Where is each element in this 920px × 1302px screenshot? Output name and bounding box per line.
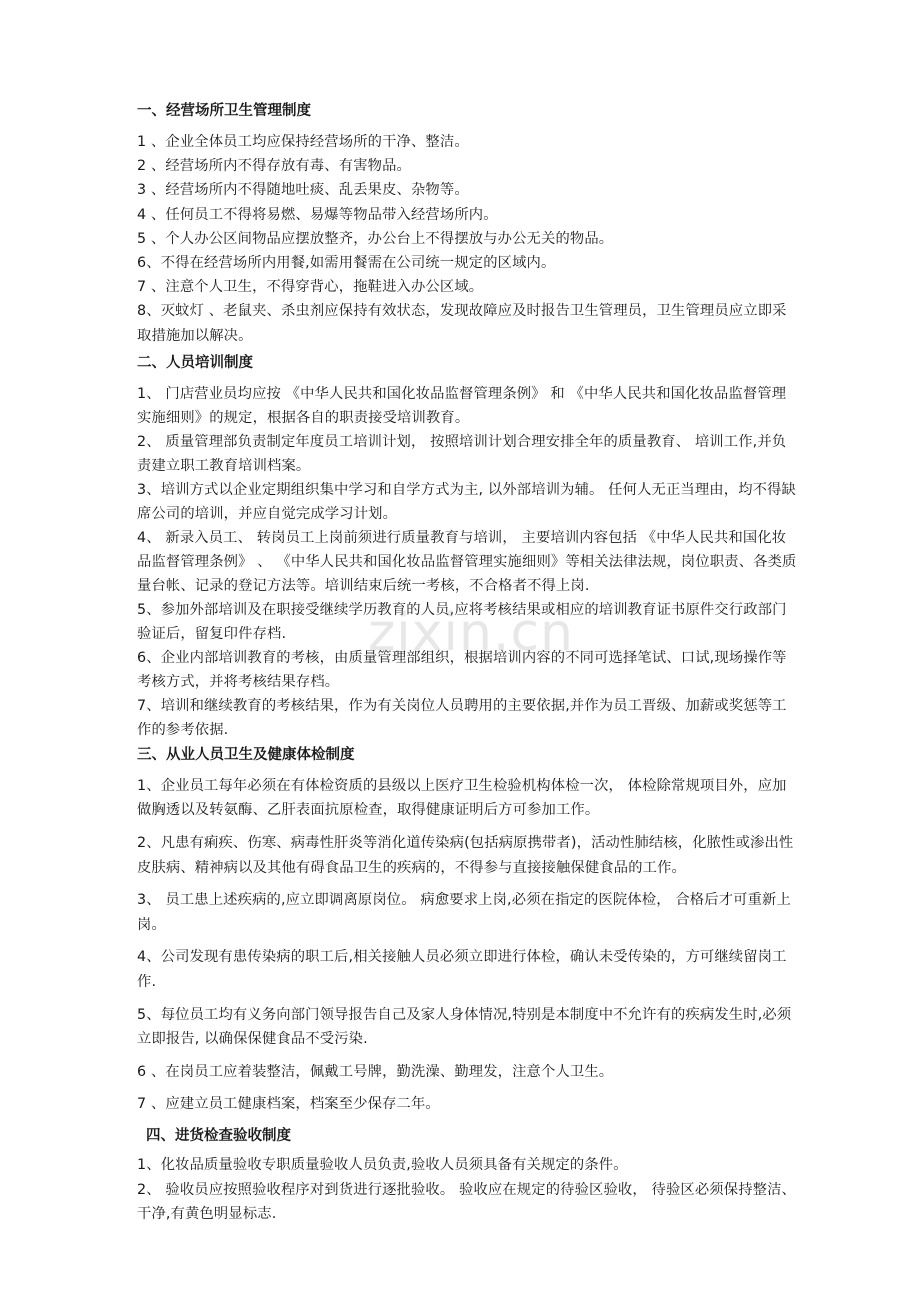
section-hygiene-management (137, 100, 797, 348)
section-heading: 三、从业人员卫生及健康体检制度 (137, 746, 355, 763)
list-item: 1、化妆品质量验收专职质量验收人员负责,验收人员须具备有关规定的条件。 (137, 1156, 628, 1173)
list-item: 2、 验收员应按照验收程序对到货进行逐批验收。 验收应在规定的待验区验收， 待验区必须保持整洁、干净,有黄色明显标志. (137, 1181, 796, 1223)
list-item: 4 、任何员工不得将易燃、易爆等物品带入经营场所内。 (137, 206, 498, 223)
list-item: 5 、个人办公区间物品应摆放整齐，办公台上不得摆放与办公无关的物品。 (137, 230, 614, 247)
list-item: 4、 新录入员工、 转岗员工上岗前须进行质量教育与培训， 主要培训内容包括 《中华人民共和国化妆品监督管理条例》 、 《中华人民共和国化妆品监督管理实施细则》等相关法律法规，岗位职责、各类质量台帐、记录的登记方法等。培训结束后统一考核，不合格者不得上岗. (137, 529, 797, 594)
list-item: 3、培训方式以企业定期组织集中学习和自学方式为主, 以外部培训为辅。 任何人无正当理由，均不得缺席公司的培训，并应自觉完成学习计划。 (137, 481, 796, 522)
section-heading: 二、人员培训制度 (137, 354, 253, 371)
watermark: zixin.cn (368, 603, 574, 663)
list-item: 1 、企业全体员工均应保持经营场所的干净、整洁。 (137, 134, 469, 150)
list-item: 7、培训和继续教育的考核结果，作为有关岗位人员聘用的主要依据,并作为员工晋级、加薪或奖惩等工作的参考依据. (137, 697, 787, 738)
list-item: 2 、经营场所内不得存放有毒、有害物品。 (137, 158, 411, 175)
section-staff-training (137, 352, 797, 742)
list-item: 1、企业员工每年必须在有体检资质的县级以上医疗卫生检验机构体检一次， 体检除常规项目外，应加做胸透以及转氨酶、乙肝表面抗原检查，取得健康证明后方可参加工作。 (137, 777, 787, 819)
list-item: 2、 质量管理部负责制定年度员工培训计划， 按照培训计划合理安排全年的质量教育、 培训工作,并负责建立职工教育培训档案。 (137, 433, 787, 474)
list-item: 3 、经营场所内不得随地吐痰、乱丢果皮、杂物等。 (137, 182, 469, 199)
list-item: 8、灭蚊灯 、老鼠夹、杀虫剂应保持有效状态，发现故障应及时报告卫生管理员，卫生管理员应立即采取措施加以解决。 (137, 303, 787, 344)
list-item: 6、企业内部培训教育的考核，由质量管理部组织，根据培训内容的不同可选择笔试、口试,现场操作等考核方式，并将考核结果存档。 (137, 649, 787, 690)
list-item: 5、每位员工均有义务向部门领导报告自己及家人身体情况,特别是本制度中不允许有的疾病发生时,必须立即报告, 以确保保健食品不受污染. (137, 1006, 792, 1048)
section-goods-inspection (137, 1125, 797, 1227)
list-item: 4、公司发现有患传染病的职工后,相关接触人员必须立即进行体检，确认未受传染的，方可继续留岗工作. (137, 949, 787, 990)
section-heading: 一、经营场所卫生管理制度 (137, 103, 311, 119)
section-heading: 四、进货检查验收制度 (146, 1127, 291, 1144)
list-item: 3、 员工患上述疾病的,应立即调离原岗位。 病愈要求上岗,必须在指定的医院体检， 合格后才可重新上岗。 (137, 892, 791, 933)
list-item: 5、参加外部培训及在职接受继续学历教育的人员,应将考核结果或相应的培训教育证书原件交行政部门验证后，留复印件存档. (137, 601, 787, 642)
document-body (137, 100, 797, 1227)
list-item: 7 、注意个人卫生，不得穿背心，拖鞋进入办公区域。 (137, 279, 484, 296)
list-item: 6 、在岗员工应着装整洁，佩戴工号牌，勤洗澡、勤理发，注意个人卫生。 (137, 1063, 614, 1080)
section-health-checkup (137, 744, 797, 1117)
list-item: 2、凡患有痢疾、伤寒、病毒性肝炎等消化道传染病(包括病原携带者)，活动性肺结核，化脓性或渗出性皮肤病、精神病以及其他有碍食品卫生的疾病的，不得参与直接接触保健食品的工作。 (137, 835, 794, 876)
list-item: 7 、应建立员工健康档案，档案至少保存二年。 (137, 1096, 440, 1113)
list-item: 1、 门店营业员均应按 《中华人民共和国化妆品监督管理条例》 和 《中华人民共和国化妆品监督管理实施细则》的规定，根据各自的职责接受培训教育。 (137, 385, 787, 426)
list-item: 6、不得在经营场所内用餐,如需用餐需在公司统一规定的区域内。 (137, 255, 556, 272)
